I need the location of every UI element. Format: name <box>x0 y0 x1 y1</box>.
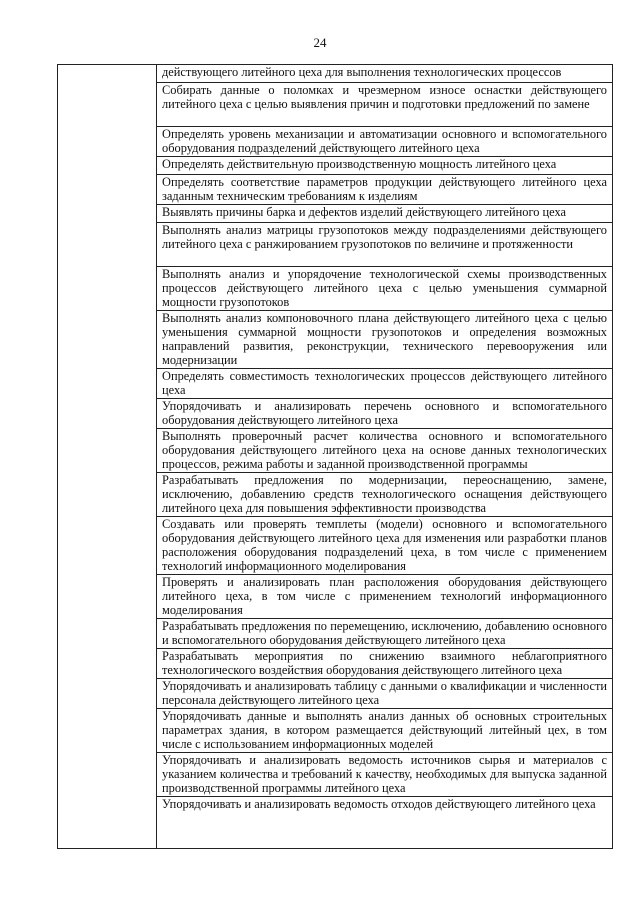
table-cell: действующего литейного цеха для выполнения технологических процессов <box>162 65 562 79</box>
table-row <box>157 709 612 753</box>
table-row <box>157 65 612 83</box>
table-row <box>157 127 612 157</box>
page-number: 24 <box>313 35 327 50</box>
table-row <box>157 223 612 267</box>
table-row <box>157 575 612 619</box>
table-cell: Выполнять анализ и упорядочение технологической схемы производственных процессов действующего литейного цеха с целью уменьшения суммарной мощности грузопотоков <box>162 267 607 309</box>
table-cell: Упорядочивать и анализировать ведомость источников сырья и материалов с указанием количества и требований к качеству, необходимых для выпуска заданной производственной программы литейного цеха <box>162 753 607 795</box>
table-cell: Разрабатывать предложения по модернизации, переоснащению, замене, исключению, добавлению средств технологического оснащения действующего литейного цеха для повышения эффективности производства <box>162 473 607 515</box>
table-cell: Упорядочивать данные и выполнять анализ данных об основных строительных параметрах здания, в котором размещается действующий литейный цех, в том числе с использованием информационных моделей <box>162 709 607 751</box>
table-cell: Разрабатывать мероприятия по снижению взаимного неблагоприятного технологического воздействия оборудования действующего литейного цеха <box>162 649 607 677</box>
functions-table <box>57 64 613 849</box>
table-row <box>157 267 612 311</box>
table-row <box>157 753 612 797</box>
table-row <box>157 649 612 679</box>
table-row <box>157 429 612 473</box>
table-row <box>157 157 612 175</box>
table-cell: Упорядочивать и анализировать перечень основного и вспомогательного оборудования действующего литейного цеха <box>162 399 607 427</box>
table-row <box>157 205 612 223</box>
table-cell: Упорядочивать и анализировать ведомость отходов действующего литейного цеха <box>162 797 596 811</box>
table-cell: Создавать или проверять темплеты (модели) основного и вспомогательного оборудования действующего литейного цеха для изменения или разработки планов расположения оборудования подразделений цеха, в том числе с применением технологий информационного моделирования <box>162 517 607 573</box>
table-row <box>157 679 612 709</box>
table-row <box>157 473 612 517</box>
table-row <box>157 369 612 399</box>
table-row <box>157 619 612 649</box>
table-row <box>157 399 612 429</box>
table-cell: Выполнять анализ компоновочного плана действующего литейного цеха с целью уменьшения суммарной мощности грузопотоков и определения возможных направлений развития, реконструкции, технического перевооружения или модернизации <box>162 311 607 367</box>
table-cell: Проверять и анализировать план расположения оборудования действующего литейного цеха, в том числе с применением технологий информационного моделирования <box>162 575 607 617</box>
table-row <box>157 311 612 369</box>
table-cell: Выполнять анализ матрицы грузопотоков между подразделениями действующего литейного цеха с ранжированием грузопотоков по величине и протяженности <box>162 223 607 251</box>
table-cell: Определять уровень механизации и автоматизации основного и вспомогательного оборудования подразделений действующего литейного цеха <box>162 127 607 155</box>
table-cell: Определять действительную производственную мощность литейного цеха <box>162 157 557 171</box>
table-cell: Определять соответствие параметров продукции действующего литейного цеха заданным техническим требованиям к изделиям <box>162 175 607 203</box>
table-left-column <box>58 65 157 848</box>
table-cell: Разрабатывать предложения по перемещению, исключению, добавлению основного и вспомогательного оборудования действующего литейного цеха <box>162 619 607 647</box>
table-right-column <box>157 65 612 848</box>
table-row <box>157 175 612 205</box>
table-row <box>157 83 612 127</box>
table-cell: Упорядочивать и анализировать таблицу с данными о квалификации и численности персонала действующего литейного цеха <box>162 679 607 707</box>
table-cell: Определять совместимость технологических процессов действующего литейного цеха <box>162 369 607 397</box>
table-cell: Выявлять причины барка и дефектов изделий действующего литейного цеха <box>162 205 567 219</box>
table-cell: Собирать данные о поломках и чрезмерном износе оснастки действующего литейного цеха с целью выявления причин и подготовки предложений по замене <box>162 83 607 111</box>
table-cell: Выполнять проверочный расчет количества основного и вспомогательного оборудования действующего литейного цеха на основе данных технологических процессов, режима работы и заданной производственной программы <box>162 429 607 471</box>
table-row <box>157 517 612 575</box>
table-row <box>157 797 612 827</box>
